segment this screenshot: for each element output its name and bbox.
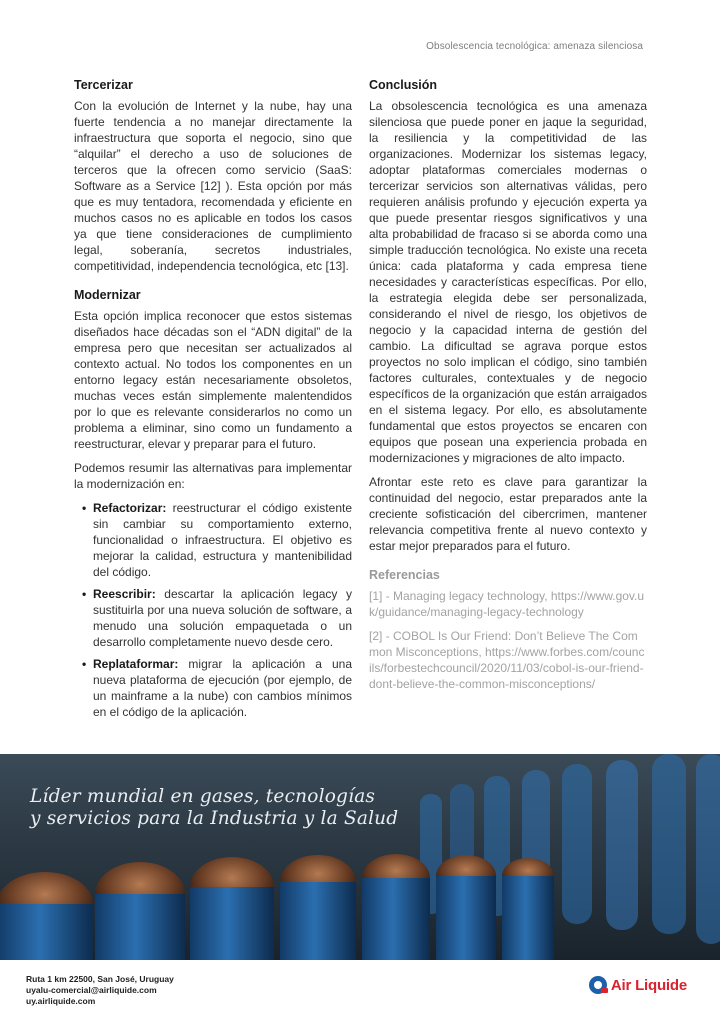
list-item-text: reestructurar el código existente sin cambiar su comportamiento externo, funcionalidad o infraestructura. El objetivo es mejorar la calidad, estructura y mantenibilidad del código. (93, 501, 352, 579)
list-item-text: descartar la aplicación legacy y sustituirla por una nueva solución de software, a menudo una solución empaquetada o un desarrollo completamente nuevo desde cero. (93, 587, 352, 649)
list-item-term: Reescribir: (93, 587, 156, 601)
bullet-icon: • (82, 657, 87, 671)
air-liquide-logo-icon (589, 976, 607, 994)
heading-conclusion: Conclusión (369, 78, 438, 92)
section-tercerizar (74, 78, 352, 274)
list-item (82, 656, 352, 720)
running-header: Obsolescencia tecnológica: amenaza silenciosa (426, 41, 643, 52)
cylinders-illustration (0, 754, 720, 960)
ad-address: Ruta 1 km 22500, San José, Uruguay (26, 974, 174, 984)
heading-references: Referencias (369, 568, 440, 582)
paragraph-conclusion-2: Afrontar este reto es clave para garantizar la continuidad del negocio, estar preparados ante la creciente sofisticación del cibercrimen, mantener relevancia competitiva frente al nuevo contexto y estar mejor preparados para el futuro. (369, 475, 647, 553)
paragraph-conclusion-1: La obsolescencia tecnológica es una amenaza silenciosa que puede poner en jaque la seguridad, la resiliencia y la competitividad de las organizaciones. Modernizar los sistemas legacy, adoptar plataformas comerciales modernas o tercerizar servicios son alternativas válidas, pero requieren análisis profundo y ejecución experta ya que puede presentar riesgos significativos y una alta probabilidad de fracaso si se aborda como una simple traducción tecnológica. No existe una receta única: cada plataforma y cada empresa tiene necesidades y características específicas. Por ello, la estrategia elegida debe ser personalizada, considerando el nivel de riesgo, los objetivos de negocio y la capacidad interna de gestión del cambio. La dificultad se agrava porque estos proyectos no solo implican el código, sino también factores culturales, contextuales y de negocio específicos de la organización que están arraigados en el sistema legacy. Por ello, es absolutamente fundamental que estos proyectos se encaren con equipos que posean una experiencia probada en modernizaciones y migraciones de alto impacto. (369, 99, 647, 465)
ad-tagline-line-1: Líder mundial en gases, tecnologías (30, 786, 376, 807)
gas-cylinders-photo (0, 754, 720, 960)
advertisement (0, 754, 720, 1014)
references (369, 568, 647, 692)
list-item-term: Replataformar: (93, 657, 179, 671)
ad-email[interactable]: uyalu-comercial@airliquide.com (26, 985, 157, 995)
list-item (82, 500, 352, 580)
bullet-icon: • (82, 587, 87, 601)
air-liquide-logo (589, 976, 687, 994)
list-item-term: Refactorizar: (93, 501, 167, 515)
ad-website[interactable]: uy.airliquide.com (26, 996, 96, 1006)
paragraph-tercerizar: Con la evolución de Internet y la nube, hay una fuerte tendencia a no manejar directamente la infraestructura que soporta el negocio, sino que “alquilar” el derecho a uso de soluciones de terceros que la ofrecen como servicio (SaaS: Software as a Service [12] ). Esta opción por más que es muy tentadora, recomendada y eficiente en muchos casos no es aplicable en todos los casos ya que tiene consideraciones de cumplimiento legal, soberanía, secretos industriales, competitividad, independencia tecnológica, etc [13]. (74, 99, 352, 273)
paragraph-modernizar-2: Podemos resumir las alternativas para implementar la modernización en: (74, 461, 352, 491)
list-item-text: migrar la aplicación a una nueva plataforma de ejecución (por ejemplo, de un mainframe a la nube) con cambios mínimos en el código de la aplicación. (93, 657, 352, 719)
reference-item[interactable]: [2] - COBOL Is Our Friend: Don’t Believe The Common Misconceptions, https://www.forbes.com/councils/forbestechcouncil/2020/11/03/cobol-is-our-friend-dont-believe-the-common-misconceptions/ (369, 629, 645, 691)
ad-contact (26, 974, 174, 1007)
heading-tercerizar: Tercerizar (74, 78, 133, 92)
modernization-list (74, 500, 352, 720)
heading-modernizar: Modernizar (74, 288, 141, 302)
right-column (369, 78, 647, 700)
ad-tagline-line-2: y servicios para la Industria y la Salud (30, 808, 399, 829)
ad-tagline (30, 786, 398, 830)
section-modernizar (74, 288, 352, 720)
left-column (74, 78, 352, 734)
reference-item[interactable]: [1] - Managing legacy technology, https://www.gov.uk/guidance/managing-legacy-technology (369, 589, 645, 619)
section-conclusion (369, 78, 647, 554)
air-liquide-wordmark: Air Liquide (610, 976, 687, 994)
bullet-icon: • (82, 501, 87, 515)
list-item (82, 586, 352, 650)
paragraph-modernizar-1: Esta opción implica reconocer que estos sistemas diseñados hace décadas son el “ADN digital” de la empresa pero que necesitan ser actualizados al contexto actual. No todos los componentes en un entorno legacy están necesariamente obsoletos, muchas veces están simplemente malentendidos por lo que es relevante considerarlos no como un problema a eliminar, sino como un fundamento a reestructurar, elevar y preparar para el futuro. (74, 309, 352, 451)
